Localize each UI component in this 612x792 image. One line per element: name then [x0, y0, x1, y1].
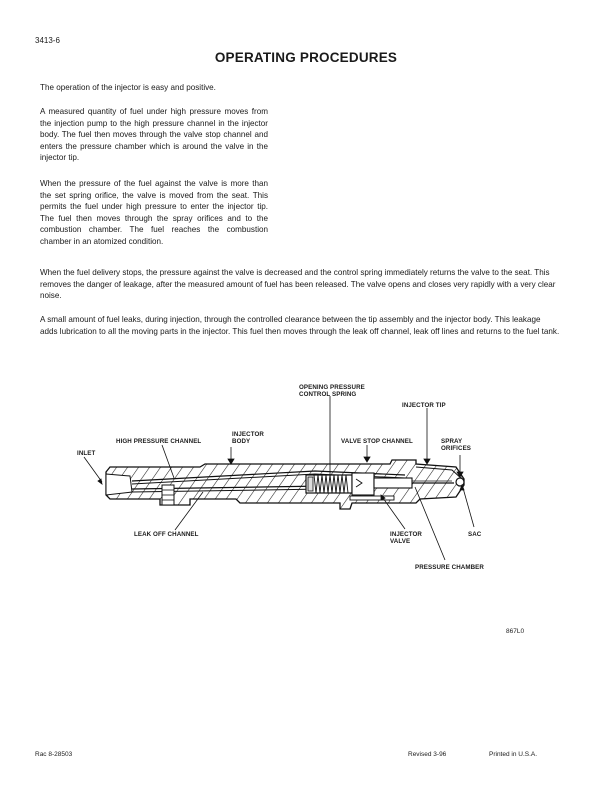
label-high-pressure-channel: HIGH PRESSURE CHANNEL — [116, 438, 202, 445]
injector-drawing — [60, 375, 520, 580]
label-line: VALVE — [390, 538, 411, 545]
paragraph-intro: The operation of the injector is easy and positive. — [40, 83, 216, 92]
label-line: BODY — [232, 438, 251, 445]
label-line: SPRAY — [441, 438, 463, 445]
footer-revised: Revised 3-96 — [408, 751, 447, 758]
label-line: INJECTOR — [390, 531, 422, 538]
footer-printed: Printed in U.S.A. — [489, 751, 538, 758]
paragraph-fuel-flow: A measured quantity of fuel under high pressure moves from the injection pump to the high pressure channel in the injector body. The fuel then moves through the valve stop channel and enters the pressure chamber which is around the valve in the injector tip. — [40, 107, 268, 163]
label-pressure-chamber: PRESSURE CHAMBER — [415, 564, 484, 571]
label-leak-off-channel: LEAK OFF CHANNEL — [134, 531, 199, 538]
label-line: INJECTOR — [232, 431, 264, 438]
footer-doc-number: Rac 8-28503 — [35, 751, 73, 758]
label-line: CONTROL SPRING — [299, 391, 357, 398]
paragraph-delivery-stop: When the fuel delivery stops, the pressure against the valve is decreased and the control spring immediately returns the valve to the seat. This removes the danger of leakage, after the measured amount of fuel has been released. The valve opens and closes very rapidly with a very clear noise. — [40, 268, 556, 301]
label-line: ORIFICES — [441, 445, 472, 452]
figure-id: 867L0 — [506, 628, 525, 635]
label-valve-stop-channel: VALVE STOP CHANNEL — [341, 438, 413, 445]
page-number: 3413-6 — [35, 36, 60, 45]
label-sac: SAC — [468, 531, 482, 538]
label-injector-valve — [390, 531, 422, 545]
label-line: OPENING PRESSURE — [299, 384, 365, 391]
label-spray-orifices — [441, 438, 471, 452]
paragraph-valve-opening: When the pressure of the fuel against the valve is more than the set spring orifice, the valve is moved from the seat. This permits the fuel under high pressure to enter the injector tip. The fuel then moves through the spray orifices and to the combustion chamber. The fuel reaches the combustion chamber in an atomized condition. — [40, 179, 268, 246]
label-inlet: INLET — [77, 450, 96, 457]
label-injector-body — [232, 431, 264, 445]
paragraph-leakage: A small amount of fuel leaks, during injection, through the controlled clearance between the tip assembly and the injector body. This leakage adds lubrication to all the moving parts in the injector. This fuel then moves through the leak off channel, leak off lines and returns to the fuel tank. — [40, 315, 560, 336]
page-title: OPERATING PROCEDURES — [214, 50, 398, 65]
label-opening-pressure-control-spring — [299, 384, 365, 398]
injector-cross-section-diagram — [60, 375, 520, 580]
label-injector-tip: INJECTOR TIP — [402, 402, 446, 409]
